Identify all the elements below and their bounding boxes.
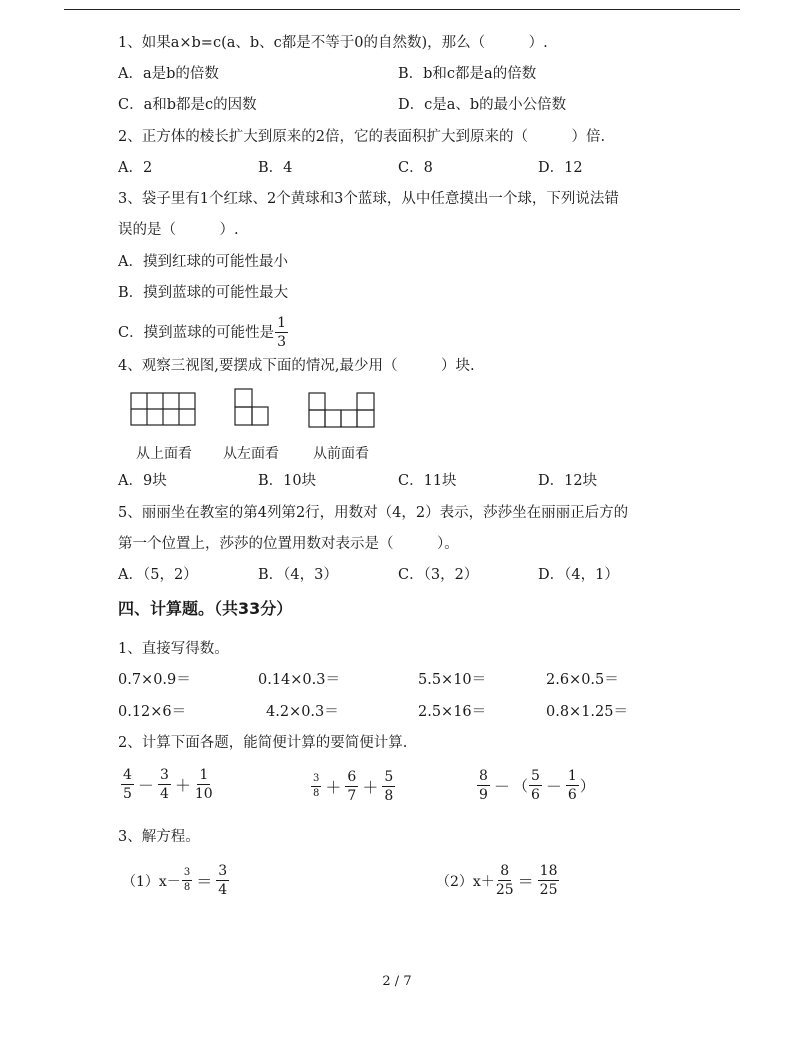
fraction-numerator: 3 bbox=[182, 868, 192, 881]
left-view-caption: 从左面看 bbox=[223, 446, 279, 462]
fraction bbox=[496, 864, 514, 897]
fraction-denominator: 8 bbox=[183, 882, 191, 893]
operator: ＋ bbox=[174, 776, 191, 795]
top-view-figure bbox=[130, 392, 198, 426]
q3-option-b: B．摸到蓝球的可能性最大 bbox=[118, 285, 289, 301]
fraction-numerator: 1 bbox=[199, 767, 209, 783]
fraction-numerator: 5 bbox=[530, 768, 540, 784]
fraction bbox=[382, 770, 395, 803]
fraction-denominator: 3 bbox=[277, 334, 287, 350]
fraction-denominator: 5 bbox=[123, 786, 132, 802]
fraction-numerator: 18 bbox=[539, 863, 558, 879]
fraction-denominator: 7 bbox=[347, 788, 357, 804]
calc-item: 4.2×0.3＝ bbox=[266, 704, 339, 720]
q1-option-d: D．c是a、b的最小公倍数 bbox=[398, 97, 567, 113]
fraction bbox=[311, 774, 321, 799]
q3-stem-line1: 3、袋子里有1个红球、2个黄球和3个蓝球，从中任意摸出一个球，下列说法错 bbox=[118, 191, 619, 207]
expression-2 bbox=[310, 770, 396, 803]
fraction-denominator: 4 bbox=[159, 786, 169, 802]
fraction-numerator: 4 bbox=[123, 767, 132, 783]
q5-option-b: B．（4，3） bbox=[258, 567, 338, 583]
front-view-figure bbox=[308, 392, 378, 428]
expression-1 bbox=[120, 768, 214, 801]
q1-option-a: A．a是b的倍数 bbox=[118, 66, 219, 82]
fraction-denominator: 8 bbox=[313, 788, 320, 799]
q3-option-a: A．摸到红球的可能性最小 bbox=[118, 254, 288, 270]
fraction-numerator: 1 bbox=[567, 768, 577, 784]
q4-option-a: A．9块 bbox=[118, 473, 167, 489]
fraction-denominator: 9 bbox=[479, 787, 488, 803]
operator: － bbox=[137, 776, 154, 795]
fraction-numerator: 1 bbox=[277, 315, 287, 331]
fraction-numerator: 8 bbox=[500, 863, 510, 879]
operator: ＋ bbox=[325, 778, 342, 797]
equation-label: （1）x－ bbox=[122, 873, 181, 890]
fraction-denominator: 8 bbox=[384, 788, 394, 804]
fraction-numerator: 3 bbox=[218, 863, 228, 879]
q1-option-c: C．a和b都是c的因数 bbox=[118, 97, 257, 113]
fraction-denominator: 4 bbox=[218, 882, 228, 898]
left-paren: （ bbox=[512, 777, 528, 795]
fraction-numerator: 5 bbox=[384, 769, 394, 785]
q2-option-d: D．12 bbox=[538, 160, 583, 176]
fraction bbox=[195, 768, 213, 801]
fraction-denominator: 6 bbox=[567, 787, 577, 803]
q5-stem-line2: 第一个位置上，莎莎的位置用数对表示是（ ）。 bbox=[118, 536, 459, 552]
q2-stem: 2、正方体的棱长扩大到原来的2倍，它的表面积扩大到原来的（ ）倍. bbox=[118, 129, 606, 145]
fraction bbox=[566, 769, 579, 802]
q1-stem: 1、如果a×b=c(a、b、c都是不等于0的自然数)，那么（ ）. bbox=[118, 35, 548, 51]
q5-option-c: C．（3，2） bbox=[398, 567, 479, 583]
page-number: 2 / 7 bbox=[382, 974, 412, 989]
calc-item: 0.14×0.3＝ bbox=[258, 672, 340, 688]
right-paren: ） bbox=[579, 777, 595, 795]
calc-part1-title: 1、直接写得数。 bbox=[118, 641, 229, 657]
q3-option-c-fraction bbox=[275, 316, 288, 349]
fraction-numerator: 8 bbox=[479, 768, 488, 784]
fraction bbox=[529, 769, 542, 802]
q2-option-c: C．8 bbox=[398, 160, 433, 176]
equation-label: （2）x＋ bbox=[436, 873, 495, 890]
fraction bbox=[158, 768, 171, 801]
expression-3 bbox=[476, 769, 595, 802]
fraction-denominator: 25 bbox=[495, 882, 514, 898]
q5-option-d: D．（4，1） bbox=[538, 567, 619, 583]
fraction bbox=[182, 868, 192, 893]
fraction bbox=[345, 770, 358, 803]
equation-1 bbox=[122, 864, 230, 897]
q4-option-b: B．10块 bbox=[258, 473, 317, 489]
q4-stem: 4、观察三视图,要摆成下面的情况,最少用（ ）块. bbox=[118, 358, 475, 374]
header-rule bbox=[64, 9, 740, 10]
q4-option-d: D．12块 bbox=[538, 473, 598, 489]
fraction-denominator: 25 bbox=[539, 882, 558, 898]
q3-option-c bbox=[118, 316, 289, 349]
operator: － bbox=[545, 777, 562, 796]
q4-option-c: C．11块 bbox=[398, 473, 457, 489]
q1-option-b: B．b和c都是a的倍数 bbox=[398, 66, 537, 82]
calc-item: 2.6×0.5＝ bbox=[546, 672, 619, 688]
calc-item: 5.5×10＝ bbox=[418, 672, 487, 688]
equals-sign: ＝ bbox=[517, 872, 534, 891]
fraction-numerator: 3 bbox=[311, 774, 321, 787]
operator: ＋ bbox=[362, 778, 379, 797]
q3-option-c-text: C．摸到蓝球的可能性是 bbox=[118, 324, 275, 341]
q2-option-a: A．2 bbox=[118, 160, 153, 176]
front-view-caption: 从前面看 bbox=[313, 446, 369, 462]
left-view-figure bbox=[234, 388, 270, 426]
calc-item: 0.7×0.9＝ bbox=[118, 672, 191, 688]
fraction-numerator: 6 bbox=[347, 769, 357, 785]
fraction-numerator: 3 bbox=[159, 767, 169, 783]
fraction-denominator: 10 bbox=[194, 786, 213, 802]
operator: － bbox=[493, 777, 510, 796]
q5-option-a: A．（5，2） bbox=[118, 567, 198, 583]
q3-stem-line2: 误的是（ ）. bbox=[118, 222, 239, 238]
section-title: 四、计算题。（共33分） bbox=[118, 599, 293, 618]
calc-item: 0.12×6＝ bbox=[118, 704, 187, 720]
fraction bbox=[121, 768, 134, 801]
fraction-denominator: 6 bbox=[530, 787, 540, 803]
calc-part2-title: 2、计算下面各题，能简便计算的要简便计算. bbox=[118, 735, 408, 751]
equals-sign: ＝ bbox=[196, 872, 213, 891]
calc-item: 2.5×16＝ bbox=[418, 704, 487, 720]
fraction bbox=[216, 864, 229, 897]
calc-part3-title: 3、解方程。 bbox=[118, 829, 200, 845]
q5-stem-line1: 5、丽丽坐在教室的第4列第2行，用数对（4，2）表示，莎莎坐在丽丽正后方的 bbox=[118, 505, 629, 521]
calc-item: 0.8×1.25＝ bbox=[546, 704, 628, 720]
equation-2 bbox=[436, 864, 560, 897]
fraction bbox=[538, 864, 560, 897]
top-view-caption: 从上面看 bbox=[136, 446, 192, 462]
q2-option-b: B．4 bbox=[258, 160, 293, 176]
fraction bbox=[477, 769, 490, 802]
